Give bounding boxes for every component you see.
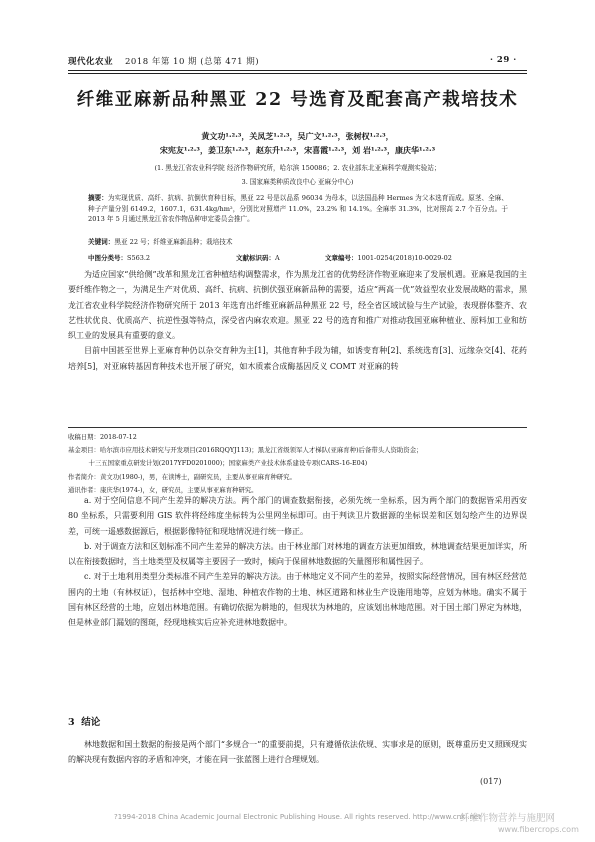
issue-info: 2018 年第 10 期 (总第 471 期) <box>125 57 260 67</box>
article-number: 文章编号：1001-0254(2018)10-0029-02 <box>325 254 452 262</box>
section-number: 3 <box>68 717 75 728</box>
footnote-rule <box>68 427 527 428</box>
author-line-1: 黄文功¹·²·³，关凤芝¹·²·³，吴广文¹·²·³，张树权¹·²·³， <box>201 131 394 141</box>
intro-paragraph-1: 为适应国家“供给侧”改革和黑龙江省种植结构调整需求，作为黑龙江省的优势经济作物亚麻迎来了发展机遇。亚麻是我国的主要纤维作物之一，为满足生产对优质、高纤、抗病、抗倒伏强亚麻新品种的需要，适应“两高一优”效益型农业发展战略的需求，黑龙江省农业科学院经济作物研究所于 2013 年选育出纤维亚麻新品种黑亚 22 号，经全省区域试验与生产试验，表现群体整齐、农艺性状优良、优质高产、抗逆性强等特点，深受省内麻农欢迎。黑亚 22 号的选育和推广对推动我国亚麻种植业、原料加工业和纺织工业的发展具有重要的意义。 <box>68 270 527 341</box>
page-number: · 29 · <box>490 55 517 65</box>
item-c: c. 对于土地利用类型分类标准不同产生差异的解决方法。由于林地定义不同产生的差异，按照实际经营情况，国有林区经营范围内的土地（有林权证），包括林中空地、湿地、种植农作物的土地、林区道路和林业生产设施用地等，应划为林地。确实不属于国有林区经营的土地，应划出林地范围。有确切依据为耕地的，但现状为林地的，应该划出林地范围。对于国土部门界定为林地，但是林业部门漏划的图斑，经现地核实后应补充进林地数据中。 <box>68 572 527 628</box>
affiliation-line-1: (1. 黑龙江省农业科学院 经济作物研究所，哈尔滨 150086；2. 农业部东北亚麻科学观测实验站； <box>154 164 441 172</box>
fund-line-2: 十三五国家重点研发计划(2017YFD0201000)；国家麻类产业技术体系建设专项(CARS-16-E04) <box>88 459 368 468</box>
affiliations <box>70 161 525 189</box>
affiliation-line-2: 3. 国家麻类种质改良中心 亚麻分中心) <box>241 178 354 186</box>
author-bio: 作者简介：黄文功(1980-)，男，在读博士，副研究员，主要从事亚麻育种研究。 <box>68 472 296 481</box>
header-rule <box>68 70 527 71</box>
fund-line-1: 基金项目：哈尔滨市应用技术研究与开发项目(2016RQQYJ113)；黑龙江省级领军人才梯队(亚麻育种)后备带头人资助资金； <box>68 446 423 455</box>
copyright-notice: ?1994-2018 China Academic Journal Electronic Publishing House. All rights reserved. http://www.cnki.net <box>114 813 481 821</box>
author-list <box>50 129 545 157</box>
clc-number: 中图分类号：S563.2 <box>88 254 151 262</box>
watermark-title: 纤维作物营养与施肥网 <box>460 813 556 824</box>
keywords <box>88 236 508 246</box>
header-rule-thin <box>68 73 527 74</box>
conclusion-heading <box>68 714 100 728</box>
intro-section <box>68 267 527 374</box>
conclusion-body <box>68 737 527 768</box>
abstract-label: 摘要： <box>88 194 108 202</box>
journal-name: 现代化农业 <box>68 57 114 67</box>
page-id: (017) <box>480 777 502 786</box>
abstract <box>88 193 508 225</box>
abstract-text: 为实现优质、高纤、抗病、抗倒伏育种目标，黑亚 22 号是以品系 96034 为母本，以法国品种 Hermes 为父本选育而成。原茎、全麻、种子产量分别 6149.2，1607.1，631.4kg/hm²，分别比对照增产 11.0%，23.2% 和 14.1%。全麻率 31.3%，比对照高 2.7 个百分点。于 2013 年 5 月通过黑龙江省农作物品种审定委员会推广。 <box>88 194 508 223</box>
continued-section <box>68 493 527 631</box>
article-title: 纤维亚麻新品种黑亚 22 号选育及配套高产栽培技术 <box>76 90 519 110</box>
author-line-2: 宋宪友¹·²·³，姜卫东¹·²·³，赵东升¹·²·³，宋喜霞¹·²·³，刘 岩¹·²·³，康庆华¹·²·³ <box>159 145 436 155</box>
watermark-url: www.fibercrops.com <box>498 825 579 834</box>
document-code: 文献标识码：A <box>236 254 280 262</box>
received-date: 收稿日期：2018-07-12 <box>68 433 137 441</box>
item-a: a. 对于空间信息不同产生差异的解决方法。两个部门的调查数据衔接，必须先统一坐标系，因为两个部门的数据皆采用西安 80 坐标系，只需要利用 GIS 软件将经纬度坐标转为公里网坐标即可。由于判读卫片数据源的坐标误差和区划勾绘产生的边界误差，可统一遥感数据源后，根据影像特征和现地情况进行统一修正。 <box>68 496 527 536</box>
section-title: 结论 <box>81 717 101 728</box>
conclusion-paragraph: 林地数据和国土数据的衔接是两个部门“多规合一”的重要前提，只有遵循依法依规、实事求是的原则，既尊重历史又照顾现实的解决现有数据内容的矛盾和冲突，才能在同一张蓝图上进行合理规划。 <box>68 740 527 765</box>
corresponding-author: 通讯作者：康庆华(1974-)，女，研究员，主要从事亚麻育种研究。 <box>68 485 258 494</box>
item-b: b. 对于调查方法和区划标准不同产生差异的解决方法。由于林业部门对林地的调查方法更加细致，林地调查结果更加详实，所以在衔接数据时，当土地类型及权属等主要因子一致时，倾向于保留林地数据的矢量图形和属性因子。 <box>68 541 527 567</box>
footnotes <box>68 431 527 497</box>
intro-paragraph-2: 目前中国甚至世界上亚麻育种仍以杂交育种为主[1]，其他育种手段为辅，如诱变育种[2]、系统选育[3]、远缘杂交[4]、花药培养[5]，对亚麻转基因育种技术也开展了研究，如木质素合成酶基因反义 COMT 对亚麻的转 <box>68 346 527 371</box>
keywords-label: 关键词： <box>88 238 115 246</box>
keywords-text: 黑亚 22 号；纤维亚麻新品种；栽培技术 <box>114 238 233 246</box>
